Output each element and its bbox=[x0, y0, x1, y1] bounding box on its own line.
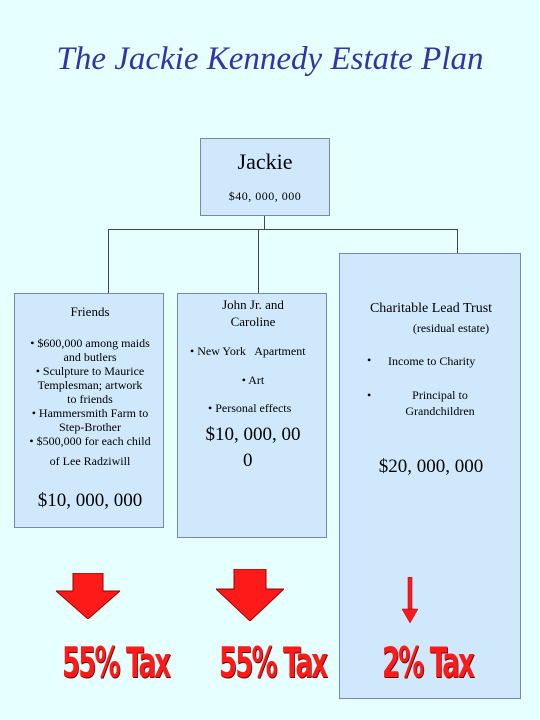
friends-heading: Friends bbox=[70, 304, 110, 319]
friends-line: • $600,000 among maids bbox=[30, 336, 150, 350]
friends-line: • $500,000 for each child bbox=[29, 434, 151, 448]
friends-amount: $10, 000, 000 bbox=[37, 490, 143, 511]
john-amount-line-1: $10, 000, 00 bbox=[205, 424, 301, 445]
friends-line: • Hammersmith Farm to bbox=[31, 406, 149, 420]
root-amount: $40, 000, 000 bbox=[228, 189, 302, 203]
connector-horizontal bbox=[108, 229, 458, 230]
charitable-trust-box bbox=[339, 253, 521, 699]
charity-amount: $20, 000, 000 bbox=[378, 456, 484, 477]
charity-heading: Charitable Lead Trust bbox=[369, 301, 493, 316]
friends-line: • Sculpture to Maurice bbox=[35, 364, 145, 378]
john-amount-line-2: 0 bbox=[243, 450, 253, 471]
charity-tax-arrow-icon bbox=[402, 577, 418, 623]
root-box-jackie bbox=[200, 138, 330, 216]
charity-item-income: Income to Charity bbox=[388, 354, 476, 368]
charity-bullet: • bbox=[367, 353, 372, 367]
friends-line: of Lee Radziwill bbox=[49, 454, 131, 468]
friends-tax-label: 55% Tax bbox=[62, 638, 170, 687]
page-title: The Jackie Kennedy Estate Plan bbox=[56, 41, 484, 77]
friends-tax-arrow-icon bbox=[56, 573, 120, 619]
connector-friends bbox=[108, 229, 109, 293]
john-tax-arrow-icon bbox=[216, 569, 284, 621]
friends-line: and butlers bbox=[63, 350, 117, 364]
john-heading-line-1: John Jr. and bbox=[222, 297, 284, 312]
friends-box bbox=[14, 293, 164, 528]
john-item-personal-effects: • Personal effects bbox=[208, 401, 292, 415]
connector-charity bbox=[457, 229, 458, 253]
connector-root-down bbox=[264, 216, 265, 230]
john-item-apartment: • New York Apartment bbox=[190, 344, 306, 358]
charity-tax-label: 2% Tax bbox=[382, 638, 473, 687]
friends-line: Step-Brother bbox=[59, 420, 121, 434]
john-caroline-box bbox=[177, 293, 327, 538]
charity-bullet: • bbox=[367, 388, 372, 402]
john-tax-label: 55% Tax bbox=[219, 638, 327, 687]
charity-item-principal-line-2: Grandchildren bbox=[405, 404, 475, 418]
friends-line: Templesman; artwork bbox=[37, 378, 143, 392]
friends-line: to friends bbox=[67, 392, 113, 406]
connector-john bbox=[258, 229, 259, 293]
charity-item-principal-line-1: Principal to bbox=[412, 388, 468, 402]
john-heading-line-2: Caroline bbox=[230, 314, 276, 329]
john-item-art: • Art bbox=[241, 373, 265, 387]
charity-subheading: (residual estate) bbox=[412, 321, 490, 335]
root-name: Jackie bbox=[237, 149, 293, 174]
